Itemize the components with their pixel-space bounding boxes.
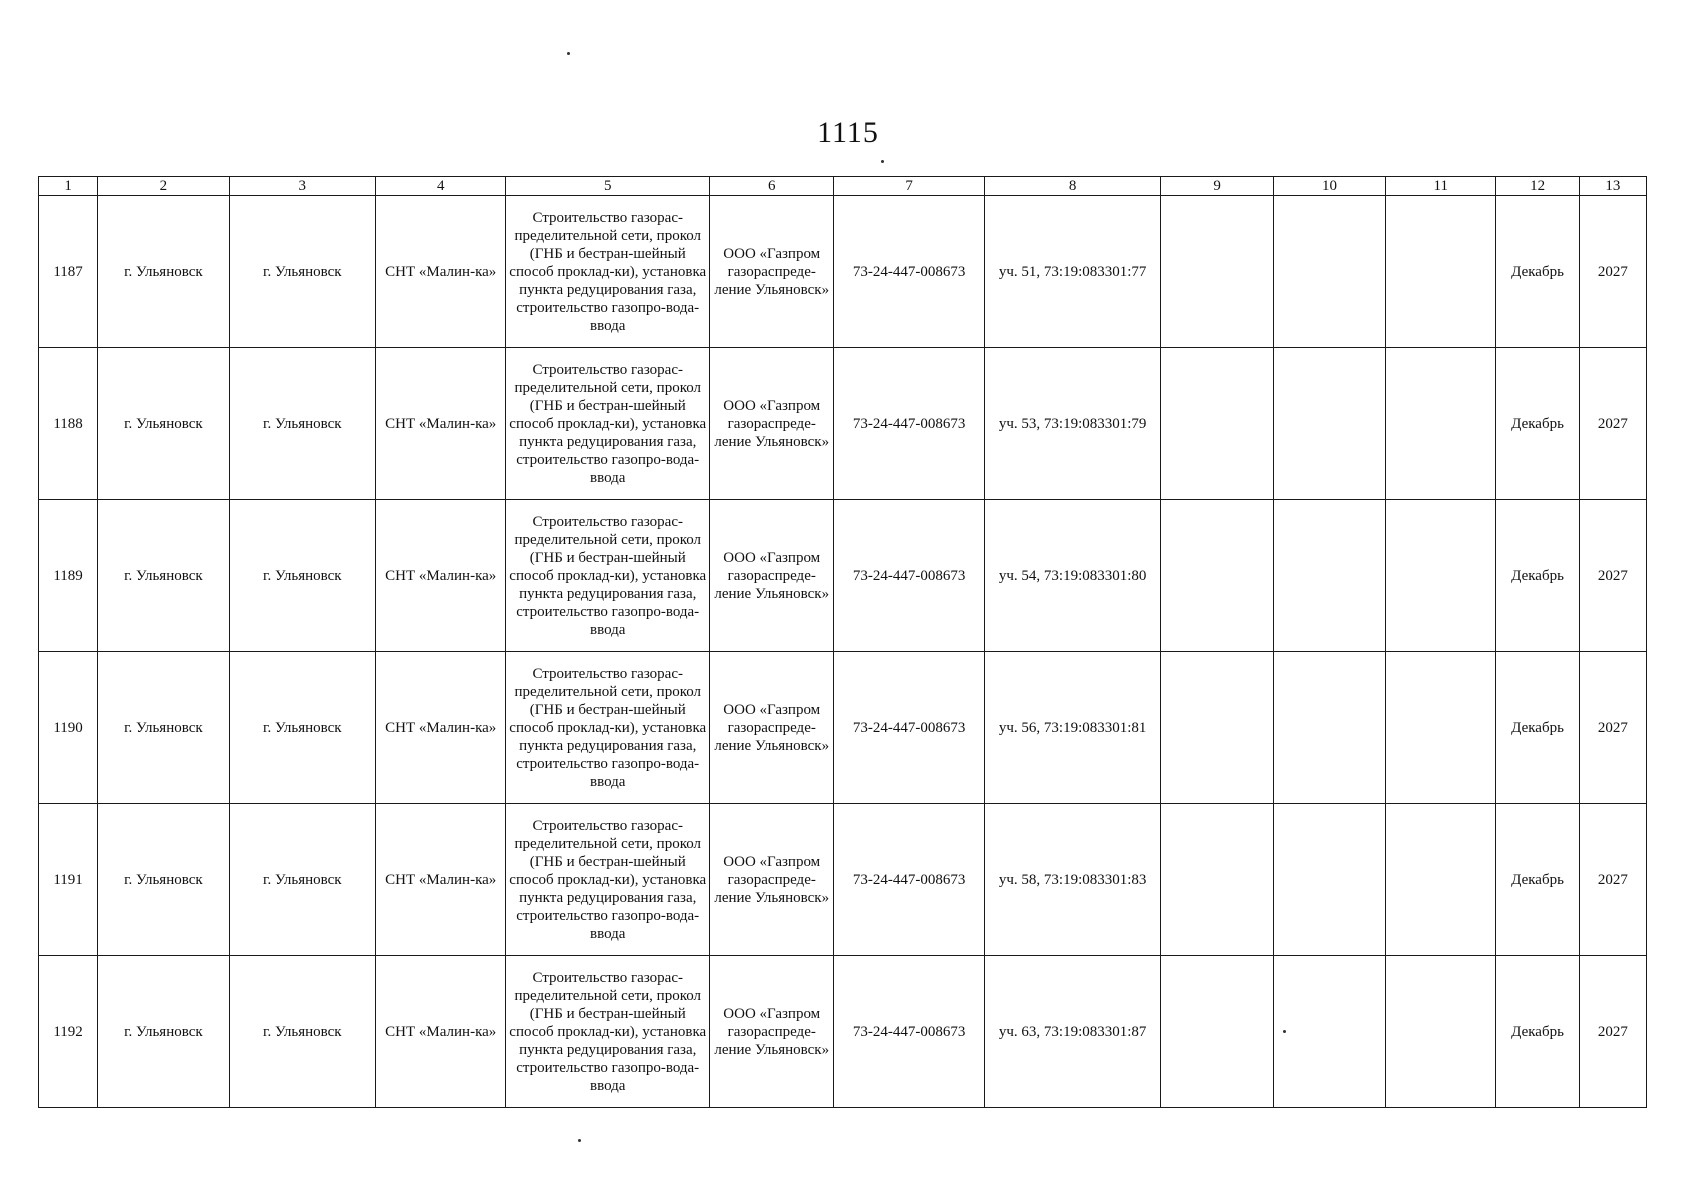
plot-cell: уч. 58, 73:19:083301:83 <box>984 804 1161 956</box>
address-cell: СНТ «Малин-ка» <box>376 500 506 652</box>
column-10-cell <box>1273 652 1385 804</box>
row-number: 1188 <box>39 348 98 500</box>
plot-cell: уч. 54, 73:19:083301:80 <box>984 500 1161 652</box>
address-cell: СНТ «Малин-ка» <box>376 348 506 500</box>
locality-cell: г. Ульяновск <box>229 652 375 804</box>
column-10-cell <box>1273 956 1385 1108</box>
organization-cell: ООО «Газпром газораспреде-ление Ульяновск» <box>710 652 834 804</box>
column-10-cell <box>1273 196 1385 348</box>
column-header-13: 13 <box>1579 177 1646 196</box>
column-header-11: 11 <box>1386 177 1496 196</box>
organization-cell: ООО «Газпром газораспреде-ление Ульяновск» <box>710 956 834 1108</box>
table-row <box>39 196 1647 348</box>
work-description-cell: Строительство газорас-пределительной сети, прокол (ГНБ и бестран-шейный способ проклад-ки), установка пункта редуцирования газа, строительство газопро-вода-ввода <box>506 804 710 956</box>
column-header-1: 1 <box>39 177 98 196</box>
column-header-6: 6 <box>710 177 834 196</box>
work-description-cell: Строительство газорас-пределительной сети, прокол (ГНБ и бестран-шейный способ проклад-ки), установка пункта редуцирования газа, строительство газопро-вода-ввода <box>506 652 710 804</box>
column-11-cell <box>1386 956 1496 1108</box>
column-header-12: 12 <box>1496 177 1579 196</box>
plot-cell: уч. 63, 73:19:083301:87 <box>984 956 1161 1108</box>
registry-number-cell: 73-24-447-008673 <box>834 652 984 804</box>
year-cell: 2027 <box>1579 500 1646 652</box>
column-9-cell <box>1161 196 1273 348</box>
column-header-9: 9 <box>1161 177 1273 196</box>
work-description-cell: Строительство газорас-пределительной сети, прокол (ГНБ и бестран-шейный способ проклад-ки), установка пункта редуцирования газа, строительство газопро-вода-ввода <box>506 196 710 348</box>
city-cell: г. Ульяновск <box>98 652 229 804</box>
column-header-3: 3 <box>229 177 375 196</box>
column-10-cell <box>1273 348 1385 500</box>
column-11-cell <box>1386 652 1496 804</box>
work-description-cell: Строительство газорас-пределительной сети, прокол (ГНБ и бестран-шейный способ проклад-ки), установка пункта редуцирования газа, строительство газопро-вода-ввода <box>506 956 710 1108</box>
city-cell: г. Ульяновск <box>98 500 229 652</box>
column-9-cell <box>1161 956 1273 1108</box>
page-number: 1115 <box>817 116 879 149</box>
address-cell: СНТ «Малин-ка» <box>376 804 506 956</box>
table-row <box>39 652 1647 804</box>
locality-cell: г. Ульяновск <box>229 196 375 348</box>
column-header-2: 2 <box>98 177 229 196</box>
row-number: 1191 <box>39 804 98 956</box>
registry-number-cell: 73-24-447-008673 <box>834 500 984 652</box>
column-9-cell <box>1161 804 1273 956</box>
column-9-cell <box>1161 652 1273 804</box>
organization-cell: ООО «Газпром газораспреде-ление Ульяновск» <box>710 196 834 348</box>
column-9-cell <box>1161 348 1273 500</box>
column-11-cell <box>1386 196 1496 348</box>
work-description-cell: Строительство газорас-пределительной сети, прокол (ГНБ и бестран-шейный способ проклад-ки), установка пункта редуцирования газа, строительство газопро-вода-ввода <box>506 348 710 500</box>
row-number: 1192 <box>39 956 98 1108</box>
address-cell: СНТ «Малин-ка» <box>376 196 506 348</box>
column-9-cell <box>1161 500 1273 652</box>
table-row <box>39 804 1647 956</box>
scan-speck <box>881 160 884 163</box>
city-cell: г. Ульяновск <box>98 196 229 348</box>
header-row <box>39 177 1647 196</box>
scan-speck <box>578 1139 581 1142</box>
address-cell: СНТ «Малин-ка» <box>376 652 506 804</box>
month-cell: Декабрь <box>1496 652 1579 804</box>
plot-cell: уч. 56, 73:19:083301:81 <box>984 652 1161 804</box>
table-header <box>39 177 1647 196</box>
month-cell: Декабрь <box>1496 500 1579 652</box>
row-number: 1187 <box>39 196 98 348</box>
scan-speck <box>1283 1030 1286 1033</box>
registry-number-cell: 73-24-447-008673 <box>834 348 984 500</box>
table-body <box>39 196 1647 1108</box>
year-cell: 2027 <box>1579 196 1646 348</box>
column-11-cell <box>1386 348 1496 500</box>
locality-cell: г. Ульяновск <box>229 804 375 956</box>
registry-number-cell: 73-24-447-008673 <box>834 956 984 1108</box>
city-cell: г. Ульяновск <box>98 348 229 500</box>
year-cell: 2027 <box>1579 348 1646 500</box>
year-cell: 2027 <box>1579 804 1646 956</box>
row-number: 1190 <box>39 652 98 804</box>
scan-speck <box>567 52 570 55</box>
year-cell: 2027 <box>1579 956 1646 1108</box>
month-cell: Декабрь <box>1496 196 1579 348</box>
organization-cell: ООО «Газпром газораспреде-ление Ульяновск» <box>710 348 834 500</box>
plot-cell: уч. 51, 73:19:083301:77 <box>984 196 1161 348</box>
registry-number-cell: 73-24-447-008673 <box>834 804 984 956</box>
row-number: 1189 <box>39 500 98 652</box>
column-header-8: 8 <box>984 177 1161 196</box>
city-cell: г. Ульяновск <box>98 956 229 1108</box>
month-cell: Декабрь <box>1496 804 1579 956</box>
column-header-10: 10 <box>1273 177 1385 196</box>
column-10-cell <box>1273 500 1385 652</box>
city-cell: г. Ульяновск <box>98 804 229 956</box>
table-row <box>39 500 1647 652</box>
column-11-cell <box>1386 500 1496 652</box>
column-10-cell <box>1273 804 1385 956</box>
column-header-5: 5 <box>506 177 710 196</box>
address-cell: СНТ «Малин-ка» <box>376 956 506 1108</box>
column-header-4: 4 <box>376 177 506 196</box>
organization-cell: ООО «Газпром газораспреде-ление Ульяновск» <box>710 804 834 956</box>
works-table <box>38 176 1647 1108</box>
column-11-cell <box>1386 804 1496 956</box>
organization-cell: ООО «Газпром газораспреде-ление Ульяновск» <box>710 500 834 652</box>
column-header-7: 7 <box>834 177 984 196</box>
locality-cell: г. Ульяновск <box>229 500 375 652</box>
work-description-cell: Строительство газорас-пределительной сети, прокол (ГНБ и бестран-шейный способ проклад-ки), установка пункта редуцирования газа, строительство газопро-вода-ввода <box>506 500 710 652</box>
month-cell: Декабрь <box>1496 348 1579 500</box>
locality-cell: г. Ульяновск <box>229 348 375 500</box>
locality-cell: г. Ульяновск <box>229 956 375 1108</box>
registry-number-cell: 73-24-447-008673 <box>834 196 984 348</box>
year-cell: 2027 <box>1579 652 1646 804</box>
table-row <box>39 956 1647 1108</box>
plot-cell: уч. 53, 73:19:083301:79 <box>984 348 1161 500</box>
month-cell: Декабрь <box>1496 956 1579 1108</box>
table-row <box>39 348 1647 500</box>
